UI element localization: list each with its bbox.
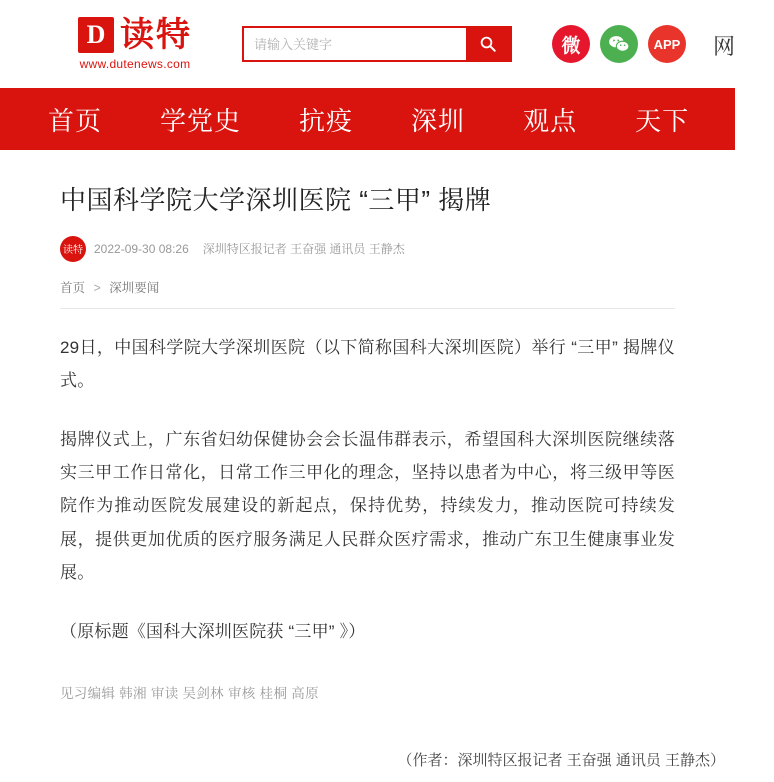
page-title: 中国科学院大学深圳医院 “三甲” 揭牌 — [60, 185, 492, 215]
breadcrumb-separator: > — [93, 280, 101, 295]
article-paragraph-1: 29日，中国科学院大学深圳医院（以下简称国科大深圳医院）举行 “三甲” 揭牌仪式。 — [60, 337, 675, 390]
article-paragraph-2: 揭牌仪式上，广东省妇幼保健协会会长温伟群表示，希望国科大深圳医院继续落实三甲工作日常化，日常工作三甲化的理念，坚持以患者为中心，将三级甲等医院作为推动医院发展建设的新起点，保持优势，持续发力，推动医院可持续发展，提供更加优质的医疗服务满足人民群众医疗需求，推动广东卫生健康事业发展。 — [60, 430, 675, 582]
app-icon[interactable]: APP — [648, 25, 686, 63]
article-credits: 见习编辑 韩湘 审读 吴剑林 审核 桂桐 高原 — [60, 685, 319, 701]
article-footer-author: （作者：深圳特区报记者 王奋强 通讯员 王静杰） — [397, 752, 725, 769]
logo-row — [78, 17, 192, 53]
site-logo[interactable] — [60, 17, 210, 71]
article-paragraph-3: （原标题《国科大深圳医院获 “三甲” 》） — [60, 621, 366, 641]
breadcrumb-current[interactable]: 深圳要闻 — [109, 280, 160, 295]
nav-item-party-history[interactable]: 学党史 — [160, 105, 242, 136]
site-header — [0, 0, 735, 88]
article-body — [0, 150, 735, 702]
search-bar — [242, 26, 512, 62]
logo-text: 读特 — [120, 16, 192, 54]
article-date: 2022-09-30 08:26 — [94, 241, 189, 256]
nav-item-opinion[interactable]: 观点 — [523, 105, 578, 136]
breadcrumb — [60, 278, 675, 309]
nav-item-more[interactable]: 上 — [747, 105, 774, 136]
wechat-icon[interactable] — [600, 25, 638, 63]
search-input[interactable] — [244, 28, 466, 60]
nav-item-epidemic[interactable]: 抗疫 — [299, 105, 354, 136]
wechat-glyph-icon — [608, 35, 630, 53]
logo-mark-icon: D — [78, 17, 114, 53]
weibo-icon[interactable]: 微 — [552, 25, 590, 63]
logo-url: www.dutenews.com — [79, 57, 191, 71]
social-links — [552, 25, 686, 63]
search-button[interactable] — [466, 28, 510, 60]
header-right-label: 网 — [712, 34, 735, 59]
article-byline: 深圳特区报记者 王奋强 通讯员 王静杰 — [202, 242, 405, 257]
nav-item-shenzhen[interactable]: 深圳 — [411, 105, 466, 136]
main-nav — [0, 88, 774, 150]
nav-item-home[interactable]: 首页 — [48, 105, 103, 136]
search-icon — [479, 35, 497, 53]
breadcrumb-home[interactable]: 首页 — [60, 280, 86, 295]
source-badge-icon: 读特 — [60, 236, 86, 262]
nav-item-world[interactable]: 天下 — [635, 105, 690, 136]
article-meta — [60, 236, 675, 262]
